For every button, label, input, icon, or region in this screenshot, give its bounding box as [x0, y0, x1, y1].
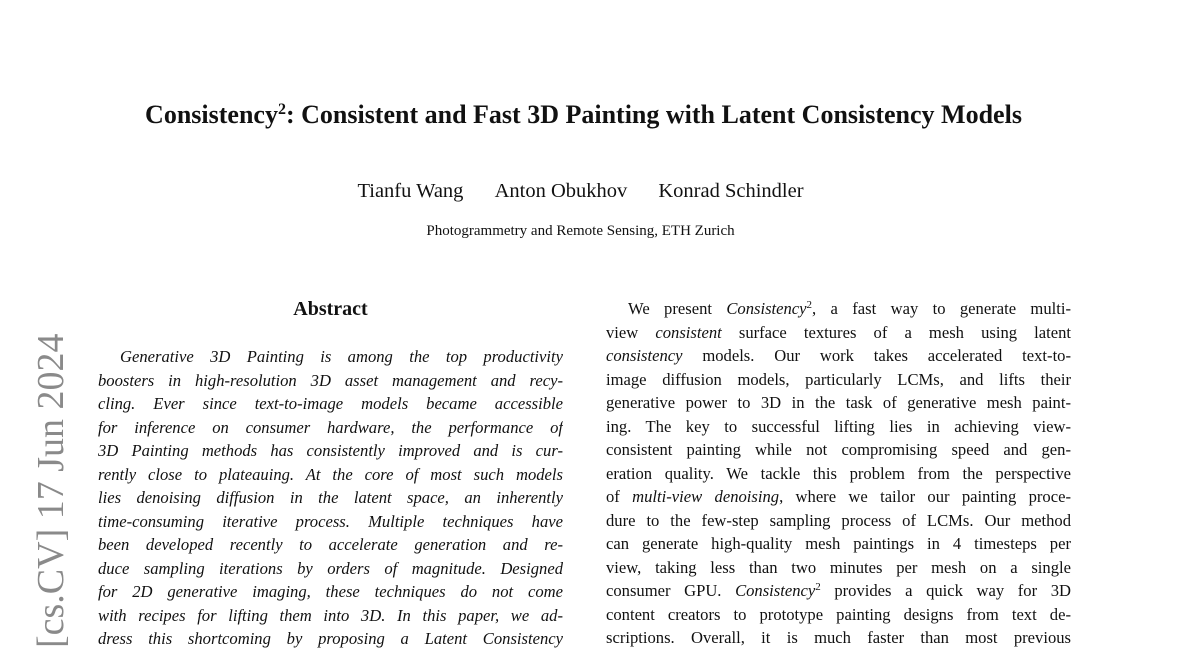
- intro-superscript: 2: [806, 299, 813, 311]
- abstract-line: Generative 3D Painting is among the top productivity: [120, 347, 563, 366]
- intro-line: content creators to prototype painting designs from text de-: [606, 604, 1071, 624]
- intro-emphasis: consistent: [655, 322, 722, 342]
- intro-line: generative power to 3D in the task of generative mesh paint-: [606, 393, 1071, 412]
- abstract-line: duce sampling iterations by orders of magnitude. Designed: [98, 558, 563, 578]
- affiliation: Photogrammetry and Remote Sensing, ETH Zurich: [426, 223, 735, 239]
- author-list: [0, 177, 1161, 205]
- author-name: Tianfu Wang: [357, 180, 464, 202]
- intro-emphasis: Consistency: [735, 581, 816, 600]
- abstract-line: boosters in high-resolution 3D asset management and recy-: [98, 370, 563, 390]
- abstract-heading: Abstract: [293, 298, 368, 320]
- intro-line: can generate high-quality mesh paintings in 4 timesteps per: [606, 534, 1071, 553]
- intro-line: [606, 321, 1071, 345]
- intro-text: of: [606, 487, 633, 506]
- intro-emphasis: consistency: [606, 346, 683, 365]
- author-name: Anton Obukhov: [494, 180, 628, 202]
- abstract-line: for 2D generative imaging, these techniques do not come: [98, 582, 563, 601]
- abstract-line: time-consuming iterative process. Multiple techniques have: [98, 511, 563, 531]
- intro-text: surface textures of a mesh using latent: [721, 322, 1071, 342]
- abstract-line: with recipes for lifting them into 3D. In this paper, we ad-: [98, 605, 563, 625]
- intro-line: [606, 579, 1071, 603]
- intro-line: consistent painting while not compromising speed and gen-: [606, 440, 1071, 459]
- abstract-line: dress this shortcoming by proposing a Latent Consistency: [98, 629, 563, 648]
- arxiv-stamp-text: [cs.CV] 17 Jun 2024: [30, 333, 72, 648]
- intro-line: dure to the few-step sampling process of LCMs. Our method: [606, 510, 1071, 530]
- intro-emphasis: Consistency: [726, 299, 807, 318]
- abstract-line: been developed recently to accelerate generation and re-: [98, 535, 563, 554]
- paper-title: [0, 98, 1167, 132]
- intro-line: ing. The key to successful lifting lies in achieving view-: [606, 416, 1071, 436]
- abstract-line: rently close to plateauing. At the core of most such models: [98, 464, 563, 484]
- title-superscript: 2: [277, 101, 286, 118]
- intro-text: , a fast way to generate multi-: [812, 299, 1071, 318]
- author-name: Konrad Schindler: [658, 180, 804, 202]
- intro-line: view, taking less than two minutes per mesh on a single: [606, 557, 1071, 577]
- intro-emphasis: multi-view denoising: [632, 487, 780, 506]
- intro-line: [606, 485, 1071, 509]
- intro-superscript: 2: [815, 581, 821, 593]
- abstract-body: [98, 345, 563, 651]
- intro-line: [606, 344, 1071, 368]
- introduction-body: [606, 297, 1071, 650]
- intro-text: We present: [628, 299, 727, 318]
- intro-line: eration quality. We tackle this problem from the perspective: [606, 463, 1071, 483]
- abstract-line: cling. Ever since text-to-image models became accessible: [98, 394, 563, 413]
- intro-line: [606, 297, 1071, 321]
- abstract-line: lies denoising diffusion in the latent space, an inherently: [98, 488, 563, 507]
- intro-line: image diffusion models, particularly LCMs, and lifts their: [606, 369, 1071, 389]
- intro-text: models. Our work takes accelerated text-to-: [682, 346, 1071, 365]
- title-main: Consistency: [145, 100, 278, 129]
- title-rest: : Consistent and Fast 3D Painting with Latent Consistency Models: [285, 100, 1022, 129]
- intro-text: provides a quick way for 3D: [820, 581, 1071, 600]
- abstract-line: for inference on consumer hardware, the performance of: [98, 417, 563, 437]
- intro-text: , where we tailor our painting proce-: [779, 487, 1071, 506]
- abstract-line: 3D Painting methods has consistently improved and is cur-: [98, 441, 563, 460]
- intro-line: scriptions. Overall, it is much faster than most previous: [606, 628, 1071, 647]
- intro-text: view: [606, 322, 656, 342]
- arxiv-side-stamp: [28, 300, 74, 648]
- intro-text: consumer GPU.: [606, 581, 736, 600]
